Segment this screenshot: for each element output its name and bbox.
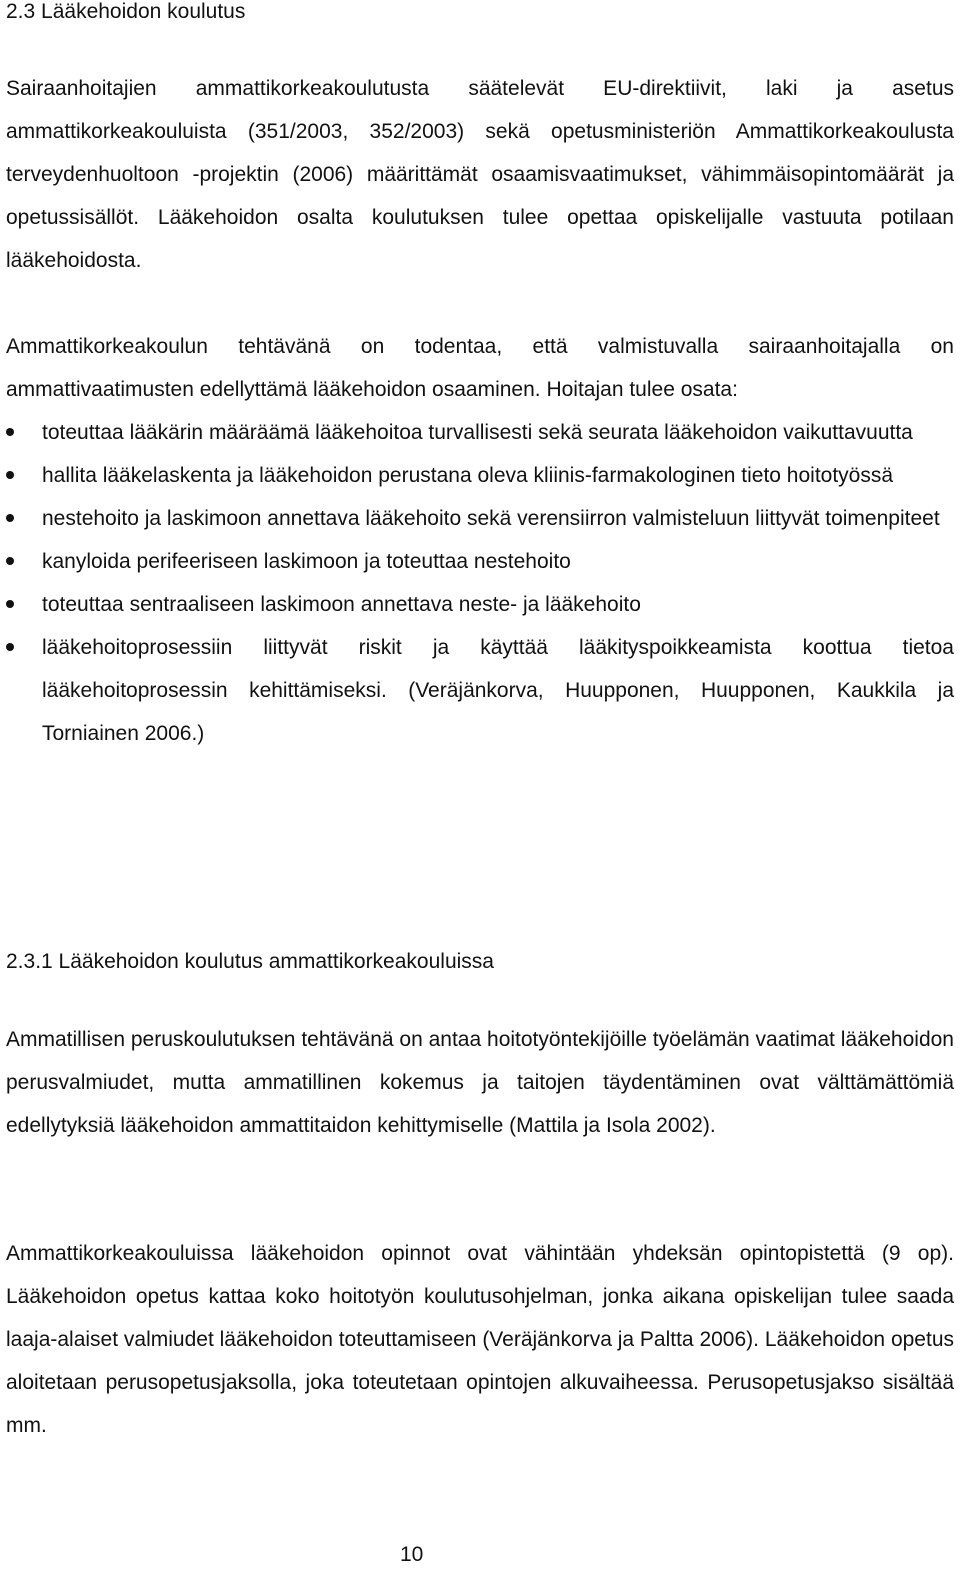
list-item-text: toteuttaa sentraaliseen laskimoon annettava neste- ja lääkehoito	[42, 593, 641, 616]
section-heading: 2.3 Lääkehoidon koulutus	[6, 0, 246, 23]
list-item	[6, 540, 954, 583]
bullet-icon	[6, 471, 14, 479]
section-paragraph-2: Ammattikorkeakoulun tehtävänä on todentaa, että valmistuvalla sairaanhoitajalla on ammattivaatimusten edellyttämä lääkehoidon osaaminen. Hoitajan tulee osata:	[6, 335, 954, 401]
list-item	[6, 626, 954, 755]
page-number: 10	[400, 1543, 424, 1566]
bullet-icon	[6, 557, 14, 565]
list-item-text: toteuttaa lääkärin määräämä lääkehoitoa turvallisesti sekä seurata lääkehoidon vaikuttavuutta	[42, 421, 913, 444]
subsection-heading: 2.3.1 Lääkehoidon koulutus ammattikorkeakouluissa	[6, 950, 494, 973]
list-item	[6, 411, 954, 454]
list-item	[6, 454, 954, 497]
subsection-paragraph-1: Ammatillisen peruskoulutuksen tehtävänä on antaa hoitotyöntekijöille työelämän vaatimat lääkehoidon perusvalmiudet, mutta ammatillinen kokemus ja taitojen täydentäminen ovat välttämättömiä edellytyksiä lääkehoidon ammattitaidon kehittymiselle (Mattila ja Isola 2002).	[6, 1028, 954, 1137]
bullet-icon	[6, 514, 14, 522]
list-item	[6, 497, 954, 540]
list-item-text: hallita lääkelaskenta ja lääkehoidon perustana oleva kliinis-farmakologinen tieto hoitotyössä	[42, 464, 894, 487]
list-item-text: kanyloida perifeeriseen laskimoon ja toteuttaa nestehoito	[42, 550, 571, 573]
bullet-icon	[6, 428, 14, 436]
bullet-icon	[6, 643, 14, 651]
list-item-text: nestehoito ja laskimoon annettava lääkehoito sekä verensiirron valmisteluun liittyvät toimenpiteet	[42, 507, 940, 530]
competency-list	[6, 411, 954, 755]
list-item-text: lääkehoitoprosessiin liittyvät riskit ja käyttää lääkityspoikkeamista koottua tietoa lääkehoitoprosessin kehittämiseksi. (Veräjänkorva, Huupponen, Huupponen, Kaukkila ja Torniainen 2006.)	[42, 636, 954, 745]
bullet-icon	[6, 600, 14, 608]
subsection-paragraph-2: Ammattikorkeakouluissa lääkehoidon opinnot ovat vähintään yhdeksän opintopistettä (9 op). Lääkehoidon opetus kattaa koko hoitotyön koulutusohjelman, jonka aikana opiskelijan tulee saada laaja-alaiset valmiudet lääkehoidon toteuttamiseen (Veräjänkorva ja Paltta 2006). Lääkehoidon opetus aloitetaan perusopetusjaksolla, joka toteutetaan opintojen alkuvaiheessa. Perusopetusjakso sisältää mm.	[6, 1242, 954, 1437]
section-paragraph-1: Sairaanhoitajien ammattikorkeakoulutusta säätelevät EU-direktiivit, laki ja asetus ammattikorkeakouluista (351/2003, 352/2003) sekä opetusministeriön Ammattikorkeakoulusta terveydenhuoltoon -projektin (2006) määrittämät osaamisvaatimukset, vähimmäisopintomäärät ja opetussisällöt. Lääkehoidon osalta koulutuksen tulee opettaa opiskelijalle vastuuta potilaan lääkehoidosta.	[6, 77, 954, 272]
list-item	[6, 583, 954, 626]
